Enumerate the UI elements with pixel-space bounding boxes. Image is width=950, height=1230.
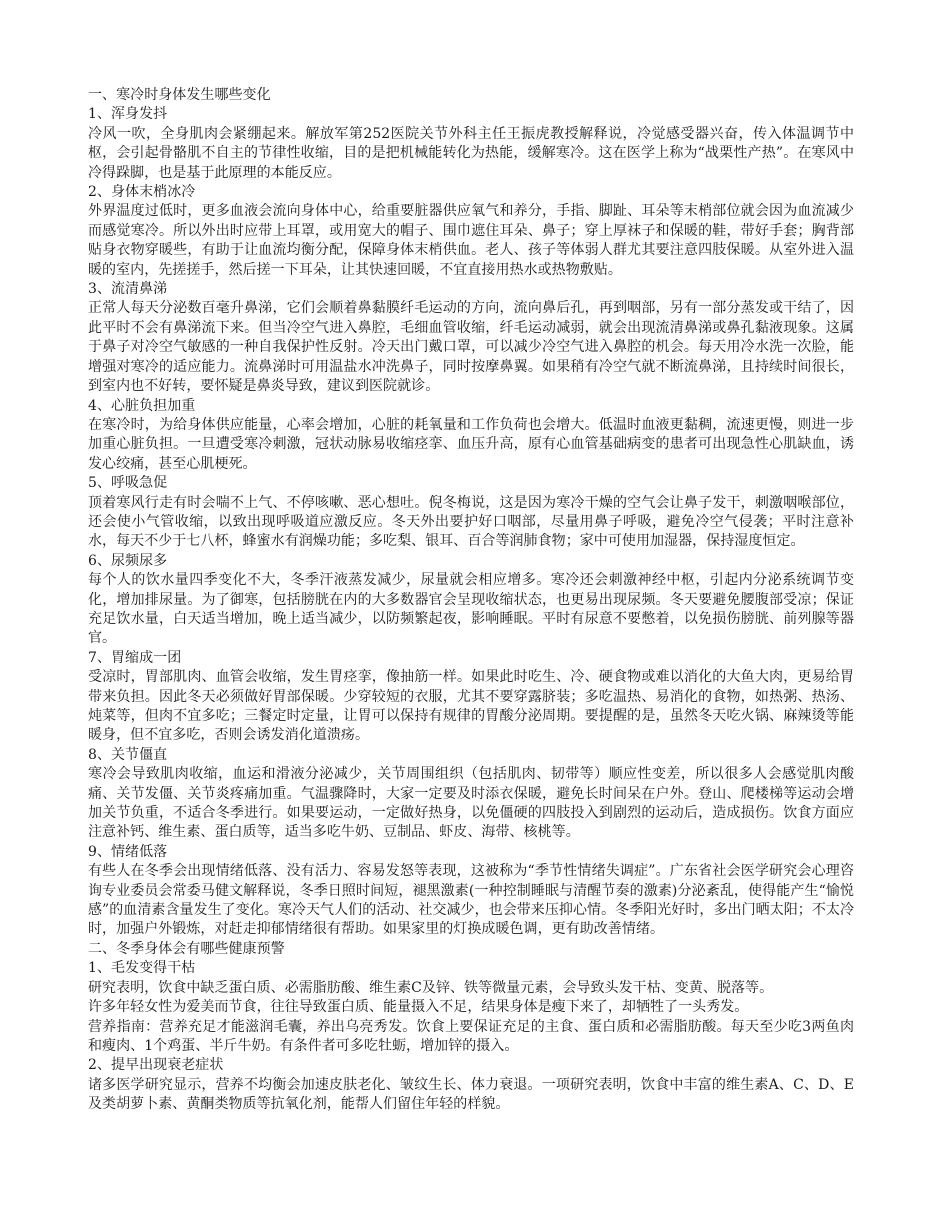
item-heading: 4、心脏负担加重 [88,397,196,414]
item-heading: 7、胃缩成一团 [88,649,182,666]
item-heading: 6、尿频尿多 [88,552,168,569]
paragraph: 有些人在冬季会出现情绪低落、没有活力、容易发怒等表现，这被称为“季节性情绪失调症”。广东省社会医学研究会心理咨询专业委员会常委马健文解释说，冬季日照时间短，褪黑激素(一种控制睡眠与清醒节奏的激素)分泌紊乱，使得能产生“愉悦感”的血清素含量发生了变化。寒冷天气人们的活动、社交减少，也会带来压抑心情。冬季阳光好时，多出门晒太阳；不太冷时，加强户外锻炼，对赶走抑郁情绪很有帮助。如果家里的灯换成暖色调，更有助改善情绪。 [88,863,854,938]
paragraph: 外界温度过低时，更多血液会流向身体中心，给重要脏器供应氧气和养分，手指、脚趾、耳朵等末梢部位就会因为血流减少而感觉寒冷。所以外出时应带上耳罩，或用宽大的帽子、围巾遮住耳朵、鼻子；穿上厚袜子和保暖的鞋，带好手套；胸背部贴身衣物穿暖些，有助于让血流均衡分配，保障身体末梢供血。老人、孩子等体弱人群尤其要注意四肢保暖。从室外进入温暖的室内，先搓搓手，然后搓一下耳朵，让其快速回暖，不宜直接用热水或热物敷贴。 [88,203,854,278]
item-heading: 2、身体末梢冰冷 [88,184,196,201]
item-heading: 1、毛发变得干枯 [88,960,196,977]
paragraph: 冷风一吹，全身肌肉会紧绷起来。解放军第252医院关节外科主任王振虎教授解释说，冷觉感受器兴奋，传入体温调节中枢，会引起骨骼肌不自主的节律性收缩，目的是把机械能转化为热能，缓解寒冷。这在医学上称为“战栗性产热”。在寒风中冷得跺脚，也是基于此原理的本能反应。 [88,125,854,181]
item-heading: 2、提早出现衰老症状 [88,1057,224,1074]
paragraph: 营养指南：营养充足才能滋润毛囊，养出乌亮秀发。饮食上要保证充足的主食、蛋白质和必需脂肪酸。每天至少吃3两鱼肉和瘦肉、1个鸡蛋、半斤牛奶。有条件者可多吃牡蛎，增加锌的摄入。 [88,1018,854,1054]
paragraph: 许多年轻女性为爱美而节食，往往导致蛋白质、能量摄入不足，结果身体是瘦下来了，却牺牲了一头秀发。 [88,999,749,1016]
paragraph: 研究表明，饮食中缺乏蛋白质、必需脂肪酸、维生素C及锌、铁等微量元素，会导致头发干枯、变黄、脱落等。 [88,979,774,996]
section-heading: 一、寒冷时身体发生哪些变化 [88,87,271,103]
paragraph: 寒冷会导致肌肉收缩，血运和滑液分泌减少，关节周围组织（包括肌肉、韧带等）顺应性变差，所以很多人会感觉肌肉酸痛、关节发僵、关节炎疼痛加重。气温骤降时，大家一定要及时添衣保暖，避免长时间呆在户外。登山、爬楼梯等运动会增加关节负重，不适合冬季进行。如果要运动，一定做好热身，以免僵硬的四肢投入到剧烈的运动后，造成损伤。饮食方面应注意补钙、维生素、蛋白质等，适当多吃牛奶、豆制品、虾皮、海带、核桃等。 [88,766,854,841]
item-heading: 8、关节僵直 [88,746,168,763]
paragraph: 诸多医学研究显示，营养不均衡会加速皮肤老化、皱纹生长、体力衰退。一项研究表明，饮食中丰富的维生素A、C、D、E及类胡萝卜素、黄酮类物质等抗氧化剂，能帮人们留住年轻的样貌。 [88,1076,854,1113]
item-heading: 1、浑身发抖 [88,106,168,123]
item-heading: 3、流清鼻涕 [88,281,168,298]
paragraph: 顶着寒风行走有时会喘不上气、不停咳嗽、恶心想吐。倪冬梅说，这是因为寒冷干燥的空气会让鼻子发干，刺激咽喉部位，还会使小气管收缩，以致出现呼吸道应激反应。冬天外出要护好口咽部，尽量用鼻子呼吸，避免冷空气侵袭；平时注意补水，每天不少于七八杯，蜂蜜水有润燥功能；多吃梨、银耳、百合等润肺食物；家中可使用加湿器，保持湿度恒定。 [88,494,854,550]
paragraph: 在寒冷时，为给身体供应能量，心率会增加，心脏的耗氧量和工作负荷也会增大。低温时血液更黏稠，流速更慢，则进一步加重心脏负担。一旦遭受寒冷刺激，冠状动脉易收缩痉挛、血压升高，原有心血管基础病变的患者可出现急性心肌缺血，诱发心绞痛，甚至心肌梗死。 [88,416,854,472]
paragraph: 正常人每天分泌数百毫升鼻涕，它们会顺着鼻黏膜纤毛运动的方向，流向鼻后孔，再到咽部，另有一部分蒸发或干结了，因此平时不会有鼻涕流下来。但当冷空气进入鼻腔，毛细血管收缩，纤毛运动减弱，就会出现流清鼻涕或鼻孔黏液现象。这属于鼻子对冷空气敏感的一种自我保护性反射。冷天出门戴口罩，可以减少冷空气进入鼻腔的机会。每天用冷水洗一次脸，能增强对寒冷的适应能力。流鼻涕时可用温盐水冲洗鼻子，同时按摩鼻翼。如果稍有冷空气就不断流鼻涕，且持续时间很长，到室内也不好转，要怀疑是鼻炎导致，建议到医院就诊。 [88,300,854,395]
article [88,86,854,1115]
item-heading: 5、呼吸急促 [88,475,168,492]
item-heading: 9、情绪低落 [88,843,168,860]
paragraph: 每个人的饮水量四季变化不大，冬季汗液蒸发减少，尿量就会相应增多。寒冷还会刺激神经中枢，引起内分泌系统调节变化，增加排尿量。为了御寒，包括膀胱在内的大多数器官会呈现收缩状态，也更易出现尿频。冬天要避免腰腹部受凉；保证充足饮水量，白天适当增加，晚上适当减少，以防频繁起夜，影响睡眠。平时有尿意不要憋着，以免损伤膀胱、前列腺等器官。 [88,572,854,647]
section-heading: 二、冬季身体会有哪些健康预警 [88,940,285,957]
paragraph: 受凉时，胃部肌肉、血管会收缩，发生胃痉挛，像抽筋一样。如果此时吃生、冷、硬食物或难以消化的大鱼大肉，更易给胃带来负担。因此冬天必须做好胃部保暖。少穿较短的衣服，尤其不要穿露脐装；多吃温热、易消化的食物，如热粥、热汤、炖菜等，但肉不宜多吃；三餐定时定量，让胃可以保持有规律的胃酸分泌周期。要提醒的是，虽然冬天吃火锅、麻辣烫等能暖身，但不宜多吃，否则会诱发消化道溃疡。 [88,669,854,744]
